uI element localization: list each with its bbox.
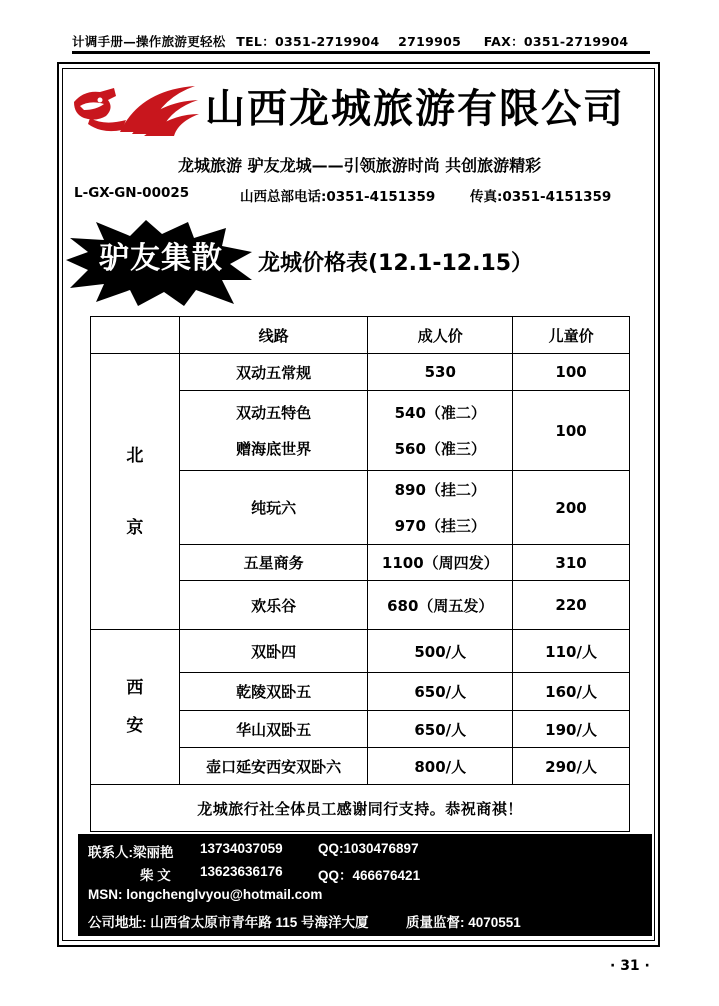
region-xian: 西 安: [91, 630, 180, 785]
route-cell: 双动五常规: [179, 354, 368, 391]
quality-supervision: 质量监督: 4070551: [406, 915, 521, 930]
company-address: 公司地址: 山西省太原市青年路 115 号海洋大厦: [88, 915, 369, 930]
header-fax: FAX：0351-2719904: [483, 34, 629, 49]
header-tel2: 2719905: [398, 34, 462, 49]
route-cell: 欢乐谷: [179, 581, 368, 630]
company-name: 山西龙城旅游有限公司: [205, 86, 625, 132]
child-price-cell: 110/人: [513, 630, 630, 673]
contact-qq-2: QQ：466676421: [318, 868, 421, 883]
route-cell: 双卧四: [179, 630, 368, 673]
contact-phone-1: 13734037059: [200, 841, 283, 856]
contact-person-2: 柴 文: [140, 868, 171, 883]
header-child-price: 儿童价: [513, 317, 630, 354]
contact-panel: [78, 834, 652, 936]
contact-person-1: 联系人:梁丽艳: [88, 845, 174, 860]
dragon-logo-icon: [70, 80, 200, 140]
thanks-note: 龙城旅行社全体员工感谢同行支持。恭祝商祺！: [91, 785, 630, 832]
header-title: 计调手册—操作旅游更轻松: [72, 34, 226, 49]
child-price-cell: 220: [513, 581, 630, 630]
license-number: L-GX-GN-00025: [74, 185, 190, 201]
page-number: · 31 ·: [610, 958, 650, 974]
msn-address: MSN: longchenglvyou@hotmail.com: [88, 887, 323, 902]
adult-price-cell: 650/人: [368, 673, 513, 711]
price-table-title: 龙城价格表(12.1-12.15）: [258, 251, 534, 276]
header-adult-price: 成人价: [368, 317, 513, 354]
child-price-cell: 200: [513, 471, 630, 545]
child-price-cell: 100: [513, 354, 630, 391]
header-blank-cell: [91, 317, 180, 354]
adult-price-cell: 890（挂二） 970（挂三）: [368, 471, 513, 545]
table-row: [91, 630, 630, 673]
price-table: [90, 316, 630, 832]
route-cell: 五星商务: [179, 545, 368, 581]
adult-price-cell: 650/人: [368, 711, 513, 748]
adult-price-cell: 540（准二） 560（准三）: [368, 391, 513, 471]
child-price-cell: 310: [513, 545, 630, 581]
header-route: 线路: [179, 317, 368, 354]
badge-text: 驴友集散: [99, 241, 223, 276]
hq-phone: 山西总部电话:0351-4151359: [240, 189, 436, 205]
contact-phone-2: 13623636176: [200, 864, 283, 879]
adult-price-cell: 500/人: [368, 630, 513, 673]
running-header: [72, 32, 650, 54]
table-row: [91, 354, 630, 391]
adult-price-cell: 800/人: [368, 748, 513, 785]
child-price-cell: 160/人: [513, 673, 630, 711]
route-cell: 纯玩六: [179, 471, 368, 545]
header-rule: [72, 51, 650, 54]
hq-fax: 传真:0351-4151359: [470, 189, 612, 205]
adult-price-cell: 1100（周四发）: [368, 545, 513, 581]
slogan: 龙城旅游 驴友龙城——引领旅游时尚 共创旅游精彩: [178, 156, 542, 175]
route-cell: 华山双卧五: [179, 711, 368, 748]
contact-qq-1: QQ:1030476897: [318, 841, 419, 856]
thanks-row: [91, 785, 630, 832]
child-price-cell: 290/人: [513, 748, 630, 785]
route-cell: 乾陵双卧五: [179, 673, 368, 711]
child-price-cell: 190/人: [513, 711, 630, 748]
adult-price-cell: 680（周五发）: [368, 581, 513, 630]
table-header-row: [91, 317, 630, 354]
child-price-cell: 100: [513, 391, 630, 471]
header-tel: TEL：0351-2719904: [236, 34, 380, 49]
route-cell: 壶口延安西安双卧六: [179, 748, 368, 785]
route-cell: 双动五特色 赠海底世界: [179, 391, 368, 471]
region-beijing: 北 京: [91, 354, 180, 630]
adult-price-cell: 530: [368, 354, 513, 391]
